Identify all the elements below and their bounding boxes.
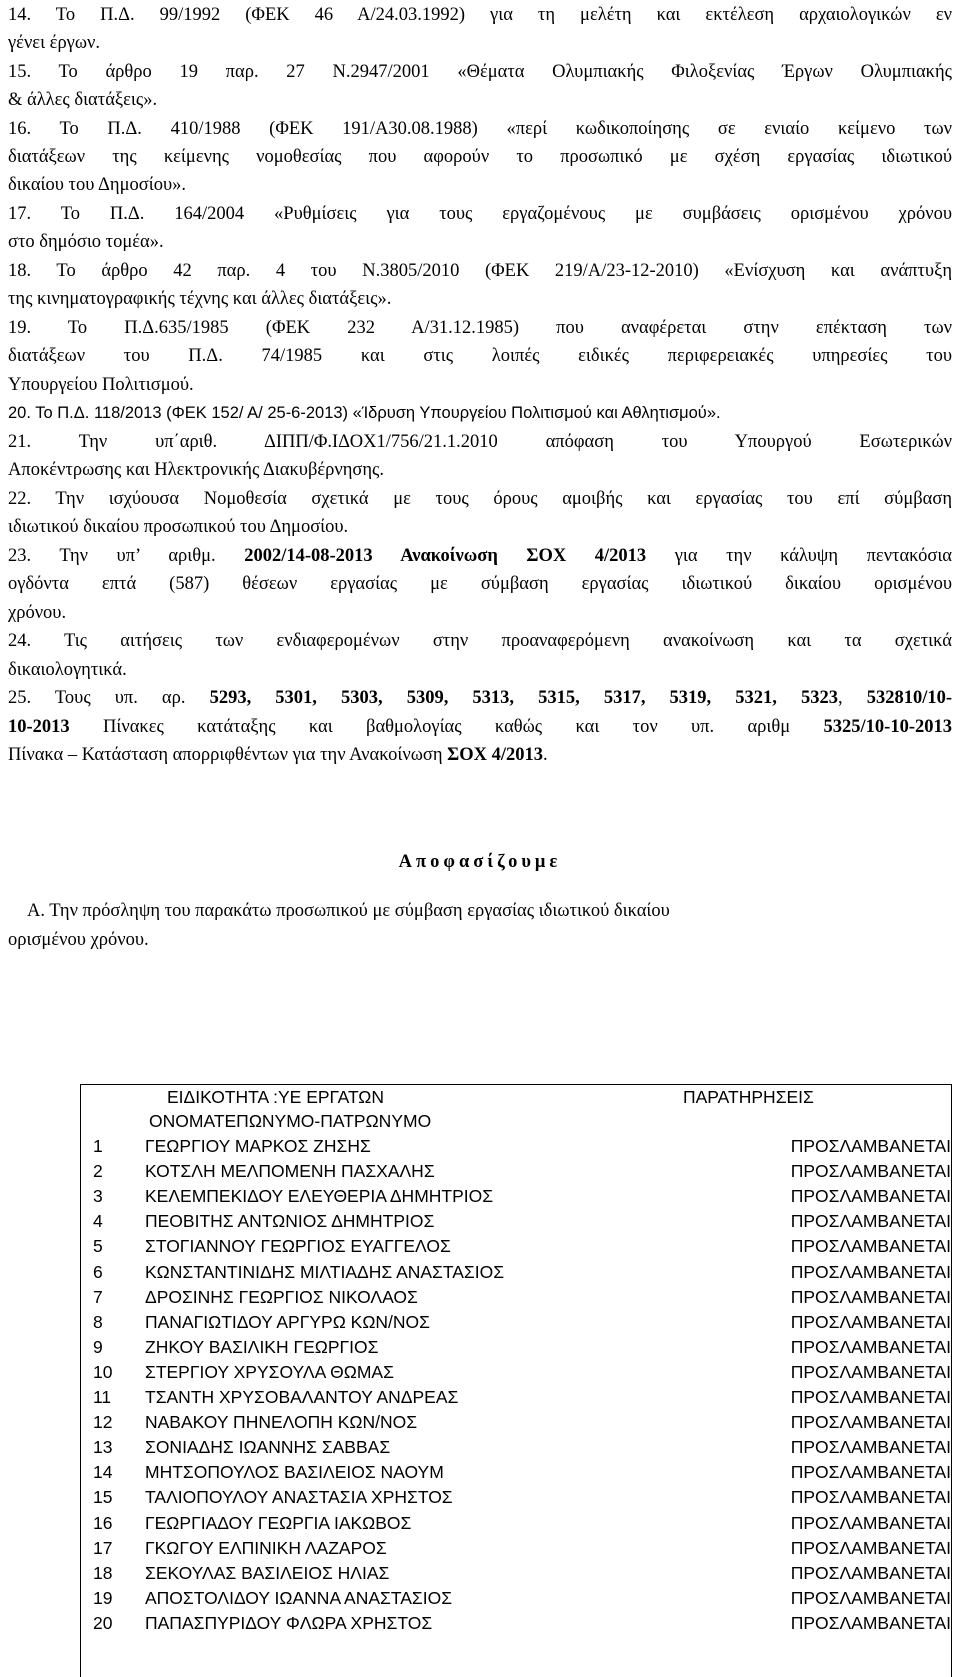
para-23-text: 23. Την υπ’ αριθμ. <box>8 546 245 566</box>
para-23-text-end: για την κάλυψη πεντακόσια <box>646 546 952 566</box>
para-21-line-1: 21. Την υπ΄αριθ. ΔΙΠΠ/Φ.ΙΔΟΧ1/756/21.1.2010 απόφαση του Υπουργού Εσωτερικών <box>8 432 952 452</box>
row-remark: ΠΡΟΣΛΑΜΒΑΝΕΤΑΙ <box>790 1161 951 1182</box>
table-row <box>81 1159 951 1184</box>
para-24-line-2: δικαιολογητικά. <box>8 660 127 680</box>
para-24-line-1: 24. Τις αιτήσεις των ενδιαφερομένων στην προαναφερόμενη ανακοίνωση και τα σχετικά <box>8 631 952 651</box>
row-name: ΚΟΤΣΛΗ ΜΕΛΠΟΜΕΝΗ ΠΑΣΧΑΛΗΣ <box>145 1161 435 1182</box>
para-23-announcement-ref: 2002/14-08-2013 Ανακοίνωση ΣΟΧ 4/2013 <box>244 546 647 566</box>
row-name: ΠΑΝΑΓΙΩΤΙΔΟΥ ΑΡΓΥΡΩ ΚΩΝ/ΝΟΣ <box>145 1311 430 1332</box>
row-remark: ΠΡΟΣΛΑΜΒΑΝΕΤΑΙ <box>790 1587 951 1608</box>
para-22-line-2: ιδιωτικού δικαίου προσωπικού του Δημοσίου. <box>8 517 349 537</box>
table-row <box>81 1335 951 1360</box>
table-row <box>81 1611 951 1636</box>
row-remark: ΠΡΟΣΛΑΜΒΑΝΕΤΑΙ <box>790 1286 951 1307</box>
row-name: ΝΑΒΑΚΟΥ ΠΗΝΕΛΟΠΗ ΚΩΝ/ΝΟΣ <box>145 1412 418 1433</box>
row-name: ΓΕΩΡΓΙΑΔΟΥ ΓΕΩΡΓΙΑ ΙΑΚΩΒΟΣ <box>145 1512 412 1533</box>
row-number: 8 <box>93 1311 103 1332</box>
table-row <box>81 1485 951 1510</box>
row-name: ΑΠΟΣΤΟΛΙΔΟΥ ΙΩΑΝΝΑ ΑΝΑΣΤΑΣΙΟΣ <box>145 1587 453 1608</box>
para-25-ref-numbers: 5293, 5301, 5303, 5309, 5313, 5315, 5317, 5319, 5321, 5323 <box>209 688 838 708</box>
row-remark: ΠΡΟΣΛΑΜΒΑΝΕΤΑΙ <box>790 1186 951 1207</box>
row-remark: ΠΡΟΣΛΑΜΒΑΝΕΤΑΙ <box>790 1487 951 1508</box>
row-number: 1 <box>93 1136 103 1156</box>
table-subheader-row <box>81 1109 951 1134</box>
table-row <box>81 1134 951 1159</box>
row-number: 17 <box>93 1537 113 1558</box>
row-name: ΤΑΛΙΟΠΟΥΛΟΥ ΑΝΑΣΤΑΣΙΑ ΧΡΗΣΤΟΣ <box>145 1487 453 1508</box>
row-name: ΓΕΩΡΓΙΟΥ ΜΑΡΚΟΣ ΖΗΣΗΣ <box>145 1136 371 1156</box>
para-14-line-1: 14. Το Π.Δ. 99/1992 (ΦΕΚ 46 Α/24.03.1992) για τη μελέτη και εκτέλεση αρχαιολογικών εν <box>8 5 952 25</box>
row-remark: ΠΡΟΣΛΑΜΒΑΝΕΤΑΙ <box>790 1261 951 1282</box>
para-18-line-2: της κινηματογραφικής τέχνης και άλλες διατάξεις». <box>8 289 392 309</box>
para-19-line-2: διατάξεων του Π.Δ. 74/1985 και στις λοιπές ειδικές περιφερειακές υπηρεσίες του <box>8 346 952 366</box>
row-name: ΖΗΚΟΥ ΒΑΣΙΛΙΚΗ ΓΕΩΡΓΙΟΣ <box>145 1336 379 1357</box>
para-15-line-1: 15. Το άρθρο 19 παρ. 27 Ν.2947/2001 «Θέματα Ολυμπιακής Φιλοξενίας Έργων Ολυμπιακής <box>8 62 952 82</box>
row-number: 19 <box>93 1587 113 1608</box>
row-remark: ΠΡΟΣΛΑΜΒΑΝΕΤΑΙ <box>790 1537 951 1558</box>
table-header-row <box>81 1085 951 1110</box>
table-row <box>81 1184 951 1209</box>
para-25-line-3 <box>8 744 548 766</box>
row-remark: ΠΡΟΣΛΑΜΒΑΝΕΤΑΙ <box>790 1412 951 1433</box>
para-17-line-2: στο δημόσιο τομέα». <box>8 232 164 252</box>
row-number: 2 <box>93 1161 103 1182</box>
row-name: ΣΤΟΓΙΑΝΝΟΥ ΓΕΩΡΓΙΟΣ ΕΥΑΓΓΕΛΟΣ <box>145 1236 451 1257</box>
para-16-line-2: διατάξεων της κείμενης νομοθεσίας που αφορούν το προσωπικό με σχέση εργασίας ιδιωτικού <box>8 147 952 167</box>
header-name: ΟΝΟΜΑΤΕΠΩΝΥΜΟ-ΠΑΤΡΩΝΥΜΟ <box>149 1111 432 1131</box>
table-row <box>81 1511 951 1536</box>
row-number: 5 <box>93 1236 103 1257</box>
row-number: 20 <box>93 1612 113 1633</box>
header-remarks: ΠΑΡΑΤΗΡΗΣΕΙΣ <box>683 1087 814 1107</box>
para-25-line-2 <box>8 716 952 738</box>
decision-heading: Αποφασίζουμε <box>398 852 562 872</box>
row-remark: ΠΡΟΣΛΑΜΒΑΝΕΤΑΙ <box>790 1336 951 1357</box>
table-row <box>81 1360 951 1385</box>
row-number: 12 <box>93 1412 113 1433</box>
para-22-line-1: 22. Την ισχύουσα Νομοθεσία σχετικά με τους όρους αμοιβής και εργασίας του επί σύμβαση <box>8 489 952 509</box>
row-remark: ΠΡΟΣΛΑΜΒΑΝΕΤΑΙ <box>790 1311 951 1332</box>
table-row <box>81 1234 951 1259</box>
row-number: 16 <box>93 1512 113 1533</box>
row-remark: ΠΡΟΣΛΑΜΒΑΝΕΤΑΙ <box>790 1512 951 1533</box>
para-25-comma: , <box>837 688 867 708</box>
row-remark: ΠΡΟΣΛΑΜΒΑΝΕΤΑΙ <box>790 1437 951 1458</box>
row-remark: ΠΡΟΣΛΑΜΒΑΝΕΤΑΙ <box>790 1361 951 1382</box>
row-name: ΣΕΚΟΥΛΑΣ ΒΑΣΙΛΕΙΟΣ ΗΛΙΑΣ <box>145 1562 390 1583</box>
table-row <box>81 1260 951 1285</box>
decision-a-line-1: Α. Την πρόσληψη του παρακάτω προσωπικού με σύμβαση εργασίας ιδιωτικού δικαίου <box>27 901 670 921</box>
para-25-line-1 <box>8 687 952 709</box>
table-row <box>81 1385 951 1410</box>
table-row <box>81 1561 951 1586</box>
para-25-text-end: Πίνακα – Κατάσταση απορριφθέντων για την Ανακοίνωση <box>8 745 448 765</box>
row-name: ΤΣΑΝΤΗ ΧΡΥΣΟΒΑΛΑΝΤΟΥ ΑΝΔΡΕΑΣ <box>145 1387 459 1407</box>
row-remark: ΠΡΟΣΛΑΜΒΑΝΕΤΑΙ <box>790 1136 951 1156</box>
row-remark: ΠΡΟΣΛΑΜΒΑΝΕΤΑΙ <box>790 1612 951 1633</box>
row-name: ΠΑΠΑΣΠΥΡΙΔΟΥ ΦΛΩΡΑ ΧΡΗΣΤΟΣ <box>145 1612 433 1633</box>
table-row <box>81 1410 951 1435</box>
table-row <box>81 1310 951 1335</box>
row-number: 9 <box>93 1336 103 1357</box>
row-number: 15 <box>93 1487 113 1508</box>
row-number: 4 <box>93 1211 103 1232</box>
row-name: ΣΟΝΙΑΔΗΣ ΙΩΑΝΝΗΣ ΣΑΒΒΑΣ <box>145 1437 391 1458</box>
para-19-line-1: 19. Το Π.Δ.635/1985 (ΦΕΚ 232 Α/31.12.1985) που αναφέρεται στην επέκταση των <box>8 318 952 338</box>
para-16-line-1: 16. Το Π.Δ. 410/1988 (ΦΕΚ 191/Α30.08.1988) «περί κωδικοποίησης σε ενιαίο κείμενο των <box>8 119 952 139</box>
row-remark: ΠΡΟΣΛΑΜΒΑΝΕΤΑΙ <box>790 1211 951 1232</box>
para-23-line-1 <box>8 545 952 567</box>
para-21-line-2: Αποκέντρωσης και Ηλεκτρονικής Διακυβέρνησης. <box>8 460 385 480</box>
para-18-line-1: 18. Το άρθρο 42 παρ. 4 του Ν.3805/2010 (ΦΕΚ 219/Α/23-12-2010) «Ενίσχυση και ανάπτυξη <box>8 261 952 281</box>
row-number: 11 <box>93 1387 112 1407</box>
row-remark: ΠΡΟΣΛΑΜΒΑΝΕΤΑΙ <box>790 1387 951 1407</box>
para-25-period: . <box>543 745 548 765</box>
decision-a-line-2: ορισμένου χρόνου. <box>8 930 149 950</box>
row-number: 6 <box>93 1261 103 1282</box>
table-row <box>81 1536 951 1561</box>
header-specialty: ΕΙΔΙΚΟΤΗΤΑ :ΥΕ ΕΡΓΑΤΩΝ <box>167 1087 385 1107</box>
row-number: 14 <box>93 1462 113 1483</box>
row-number: 13 <box>93 1437 113 1458</box>
para-23-line-2: ογδόντα επτά (587) θέσεων εργασίας με σύμβαση εργασίας ιδιωτικού δικαίου ορισμένου <box>8 574 952 594</box>
para-25-announcement-ref: ΣΟΧ 4/2013 <box>447 745 544 765</box>
para-25-ref-date: 10-2013 <box>8 717 70 737</box>
row-name: ΣΤΕΡΓΙΟΥ ΧΡΥΣΟΥΛΑ ΘΩΜΑΣ <box>145 1361 394 1382</box>
para-25-ref-number-last: 532810/10- <box>866 688 953 708</box>
row-name: ΓΚΩΓΟΥ ΕΛΠΙΝΙΚΗ ΛΑΖΑΡΟΣ <box>145 1537 387 1558</box>
row-remark: ΠΡΟΣΛΑΜΒΑΝΕΤΑΙ <box>790 1462 951 1483</box>
table-row <box>81 1460 951 1485</box>
para-16-line-3: δικαίου του Δημοσίου». <box>8 175 186 195</box>
row-number: 18 <box>93 1562 113 1583</box>
row-name: ΔΡΟΣΙΝΗΣ ΓΕΩΡΓΙΟΣ ΝΙΚΟΛΑΟΣ <box>145 1286 418 1307</box>
para-20-line-1: 20. Το Π.Δ. 118/2013 (ΦΕΚ 152/ Α/ 25-6-2013) «Ίδρυση Υπουργείου Πολιτισμού και Αθλητισμού». <box>8 404 721 422</box>
row-name: ΜΗΤΣΟΠΟΥΛΟΣ ΒΑΣΙΛΕΙΟΣ ΝΑΟΥΜ <box>145 1462 444 1483</box>
para-17-line-1: 17. Το Π.Δ. 164/2004 «Ρυθμίσεις για τους εργαζομένους με συμβάσεις ορισμένου χρόνου <box>8 204 952 224</box>
para-15-line-2: & άλλες διατάξεις». <box>8 90 158 110</box>
table-row <box>81 1586 951 1611</box>
row-name: ΚΕΛΕΜΠΕΚΙΔΟΥ ΕΛΕΥΘΕΡΙΑ ΔΗΜΗΤΡΙΟΣ <box>145 1186 494 1207</box>
row-remark: ΠΡΟΣΛΑΜΒΑΝΕΤΑΙ <box>790 1236 951 1257</box>
table-row <box>81 1285 951 1310</box>
para-25-text: 25. Τους υπ. αρ. <box>8 688 210 708</box>
row-number: 3 <box>93 1186 103 1207</box>
para-25-ref-number-2: 5325/10-10-2013 <box>823 717 952 737</box>
hires-table <box>80 1084 952 1677</box>
table-row <box>81 1209 951 1234</box>
table-row <box>81 1435 951 1460</box>
para-19-line-3: Υπουργείου Πολιτισμού. <box>8 375 194 395</box>
row-number: 7 <box>93 1286 103 1307</box>
para-14-line-2: γένει έργων. <box>8 33 101 53</box>
row-number: 10 <box>93 1361 113 1382</box>
row-remark: ΠΡΟΣΛΑΜΒΑΝΕΤΑΙ <box>790 1562 951 1583</box>
row-name: ΠΕΟΒΙΤΗΣ ΑΝΤΩΝΙΟΣ ΔΗΜΗΤΡΙΟΣ <box>145 1211 435 1232</box>
para-25-text-mid: Πίνακες κατάταξης και βαθμολογίας καθώς και τον υπ. αριθμ <box>69 717 824 737</box>
row-name: ΚΩΝΣΤΑΝΤΙΝΙΔΗΣ ΜΙΛΤΙΑΔΗΣ ΑΝΑΣΤΑΣΙΟΣ <box>145 1261 505 1282</box>
para-23-line-3: χρόνου. <box>8 603 67 623</box>
